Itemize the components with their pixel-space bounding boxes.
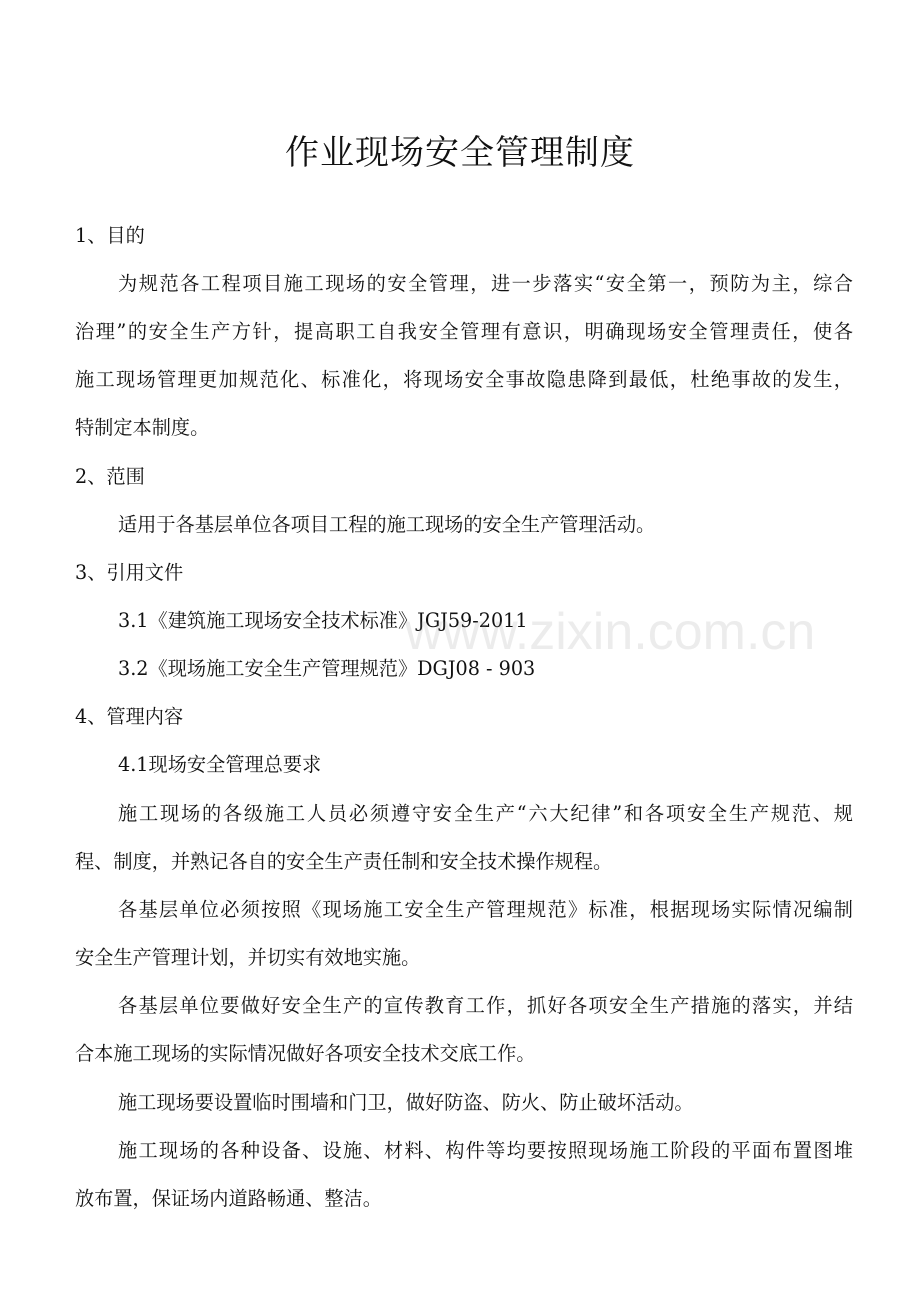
- subsection-heading: 4.1现场安全管理总要求: [118, 753, 322, 776]
- paragraph-line: 施工现场要设置临时围墙和门卫，做好防盗、防火、防止破坏活动。: [118, 1091, 694, 1114]
- paragraph-line: 各基层单位要做好安全生产的宣传教育工作，抓好各项安全生产措施的落实，并结: [118, 994, 853, 1017]
- paragraph-line: 适用于各基层单位各项目工程的施工现场的安全生产管理活动。: [118, 513, 656, 536]
- paragraph-line: 施工现场的各种设备、设施、材料、构件等均要按照现场施工阶段的平面布置图堆: [118, 1139, 853, 1162]
- paragraph-line: 施工现场的各级施工人员必须遵守安全生产“六大纪律”和各项安全生产规范、规: [118, 802, 853, 825]
- section-heading-scope: 2、范围: [75, 465, 145, 488]
- reference-item: 3.1《建筑施工现场安全技术标准》JGJ59-2011: [118, 609, 528, 632]
- section-heading-references: 3、引用文件: [75, 561, 184, 584]
- paragraph-line: 安全生产管理计划，并切实有效地实施。: [75, 946, 421, 969]
- section-heading-management: 4、管理内容: [75, 705, 184, 728]
- paragraph-line: 治理”的安全生产方针，提高职工自我安全管理有意识，明确现场安全管理责任，使各: [75, 320, 853, 343]
- watermark: www.zixin.com.cn: [405, 603, 816, 661]
- paragraph-line: 为规范各工程项目施工现场的安全管理，进一步落实“安全第一，预防为主，综合: [118, 272, 853, 295]
- paragraph-line: 施工现场管理更加规范化、标准化，将现场安全事故隐患降到最低，杜绝事故的发生，: [75, 368, 853, 391]
- paragraph-line: 放布置，保证场内道路畅通、整洁。: [75, 1187, 382, 1210]
- paragraph-line: 各基层单位必须按照《现场施工安全生产管理规范》标准，根据现场实际情况编制: [118, 898, 853, 921]
- document-title: 作业现场安全管理制度: [285, 133, 635, 173]
- paragraph-line: 合本施工现场的实际情况做好各项安全技术交底工作。: [75, 1042, 536, 1065]
- paragraph-line: 特制定本制度。: [75, 416, 210, 439]
- paragraph-line: 程、制度，并熟记各自的安全生产责任制和安全技术操作规程。: [75, 850, 613, 873]
- reference-item: 3.2《现场施工安全生产管理规范》DGJ08 - 903: [118, 657, 536, 680]
- section-heading-purpose: 1、目的: [75, 224, 145, 247]
